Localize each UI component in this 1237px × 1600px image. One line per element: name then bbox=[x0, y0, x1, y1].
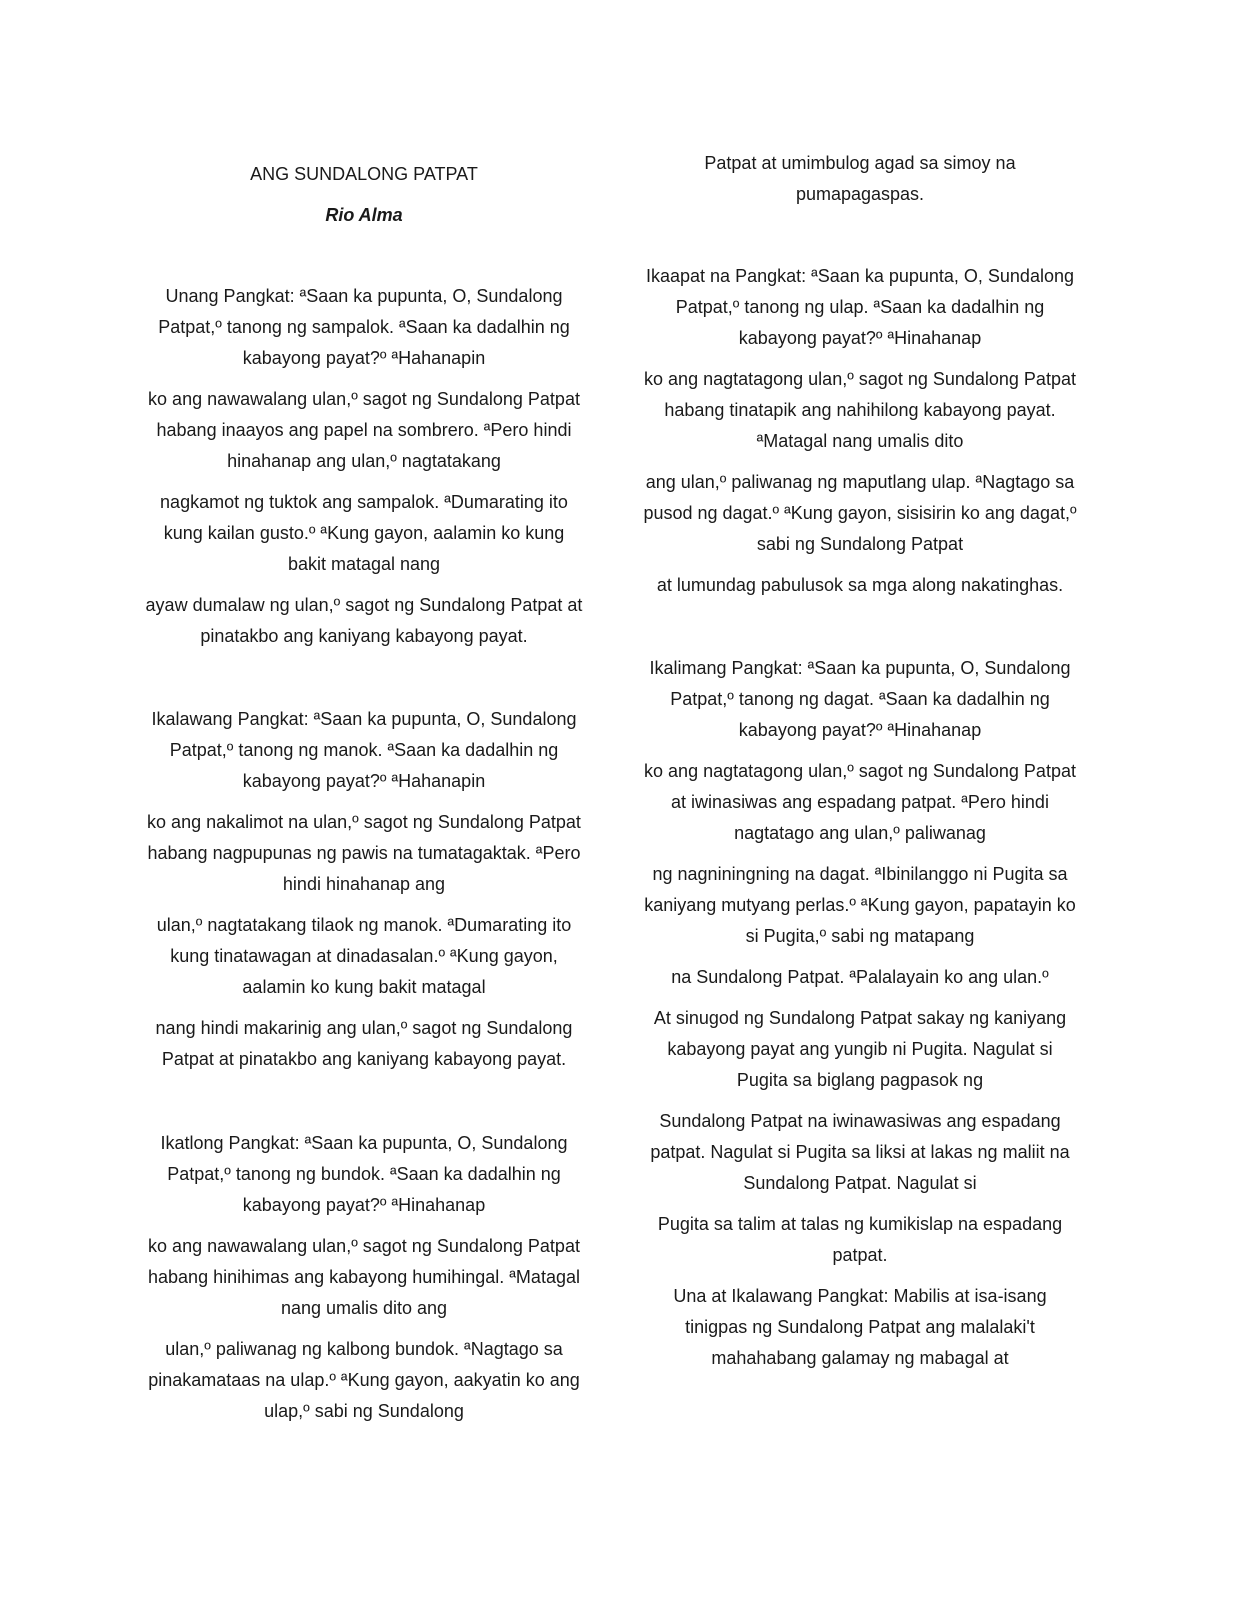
paragraph: nang hindi makarinig ang ulan,º sagot ng Sundalong Patpat at pinatakbo ang kaniyang kabayong payat. bbox=[155, 1018, 573, 1069]
stanza-continuation bbox=[640, 148, 1080, 220]
paragraph: Pugita sa talim at talas ng kumikislap na espadang patpat. bbox=[657, 1214, 1063, 1265]
paragraph: ng nagniningning na dagat. ªIbinilanggo ni Pugita sa kaniyang mutyang perlas.º ªKung gayon, papatayin ko si Pugita,º sabi ng matapang bbox=[644, 864, 1076, 946]
stanza-ikalawang-pangkat bbox=[144, 704, 584, 1085]
paragraph: ulan,º paliwanag ng kalbong bundok. ªNagtago sa pinakamataas na ulap.º ªKung gayon, aakyatin ko ang ulap,º sabi ng Sundalong bbox=[148, 1339, 580, 1421]
paragraph: ang ulan,º paliwanag ng maputlang ulap. ªNagtago sa pusod ng dagat.º ªKung gayon, sisisirin ko ang dagat,º sabi ng Sundalong Patpat bbox=[643, 472, 1077, 554]
paragraph: ulan,º nagtatakang tilaok ng manok. ªDumarating ito kung tinatawagan at dinadasalan.º ªKung gayon, aalamin ko kung bakit matagal bbox=[156, 915, 572, 997]
stanza-unang-pangkat bbox=[144, 281, 584, 662]
paragraph: ko ang nagtatagong ulan,º sagot ng Sundalong Patpat at iwinasiwas ang espadang patpat. ªPero hindi nagtatago ang ulan,º paliwanag bbox=[644, 761, 1076, 843]
paragraph: Ikalimang Pangkat: ªSaan ka pupunta, O, Sundalong Patpat,º tanong ng dagat. ªSaan ka dadalhin ng kabayong payat?º ªHinahanap bbox=[649, 658, 1071, 740]
poem-author: Rio Alma bbox=[325, 205, 403, 225]
poem-title: ANG SUNDALONG PATPAT bbox=[250, 164, 478, 184]
paragraph: Ikalawang Pangkat: ªSaan ka pupunta, O, Sundalong Patpat,º tanong ng manok. ªSaan ka dadalhin ng kabayong payat?º ªHahanapin bbox=[151, 709, 577, 791]
paragraph: Una at Ikalawang Pangkat: Mabilis at isa-isang tinigpas ng Sundalong Patpat ang malalaki't mahahabang galamay ng mabagal at bbox=[673, 1286, 1047, 1368]
paragraph: ko ang nagtatagong ulan,º sagot ng Sundalong Patpat habang tinatapik ang nahihilong kabayong payat. ªMatagal nang umalis dito bbox=[644, 369, 1076, 451]
stanza-ikalimang-pangkat bbox=[640, 653, 1080, 1384]
paragraph: Ikaapat na Pangkat: ªSaan ka pupunta, O, Sundalong Patpat,º tanong ng ulap. ªSaan ka dadalhin ng kabayong payat?º ªHinahanap bbox=[646, 266, 1074, 348]
paragraph: Unang Pangkat: ªSaan ka pupunta, O, Sundalong Patpat,º tanong ng sampalok. ªSaan ka dadalhin ng kabayong payat?º ªHahanapin bbox=[158, 286, 570, 368]
paragraph: ayaw dumalaw ng ulan,º sagot ng Sundalong Patpat at pinatakbo ang kaniyang kabayong payat. bbox=[145, 595, 583, 646]
paragraph: nagkamot ng tuktok ang sampalok. ªDumarating ito kung kailan gusto.º ªKung gayon, aalamin ko kung bakit matagal nang bbox=[160, 492, 568, 574]
paragraph: ko ang nawawalang ulan,º sagot ng Sundalong Patpat habang hinihimas ang kabayong humihingal. ªMatagal nang umalis dito ang bbox=[148, 1236, 580, 1318]
paragraph: Ikatlong Pangkat: ªSaan ka pupunta, O, Sundalong Patpat,º tanong ng bundok. ªSaan ka dadalhin ng kabayong payat?º ªHinahanap bbox=[160, 1133, 568, 1215]
paragraph: na Sundalong Patpat. ªPalalayain ko ang ulan.º bbox=[671, 967, 1049, 987]
paragraph: Sundalong Patpat na iwinawasiwas ang espadang patpat. Nagulat si Pugita sa liksi at lakas ng maliit na Sundalong Patpat. Nagulat si bbox=[650, 1111, 1070, 1193]
paragraph: ko ang nakalimot na ulan,º sagot ng Sundalong Patpat habang nagpupunas ng pawis na tumatagaktak. ªPero hindi hinahanap ang bbox=[147, 812, 581, 894]
stanza-ikaapat-na-pangkat bbox=[640, 261, 1080, 611]
paragraph: ko ang nawawalang ulan,º sagot ng Sundalong Patpat habang inaayos ang papel na sombrero. ªPero hindi hinahanap ang ulan,º nagtatakang bbox=[148, 389, 580, 471]
paragraph: Patpat at umimbulog agad sa simoy na pumapagaspas. bbox=[704, 153, 1016, 204]
paragraph: At sinugod ng Sundalong Patpat sakay ng kaniyang kabayong payat ang yungib ni Pugita. Nagulat si Pugita sa biglang pagpasok ng bbox=[653, 1008, 1067, 1090]
stanza-ikatlong-pangkat bbox=[144, 1128, 584, 1437]
paragraph: at lumundag pabulusok sa mga along nakatinghas. bbox=[656, 575, 1064, 595]
